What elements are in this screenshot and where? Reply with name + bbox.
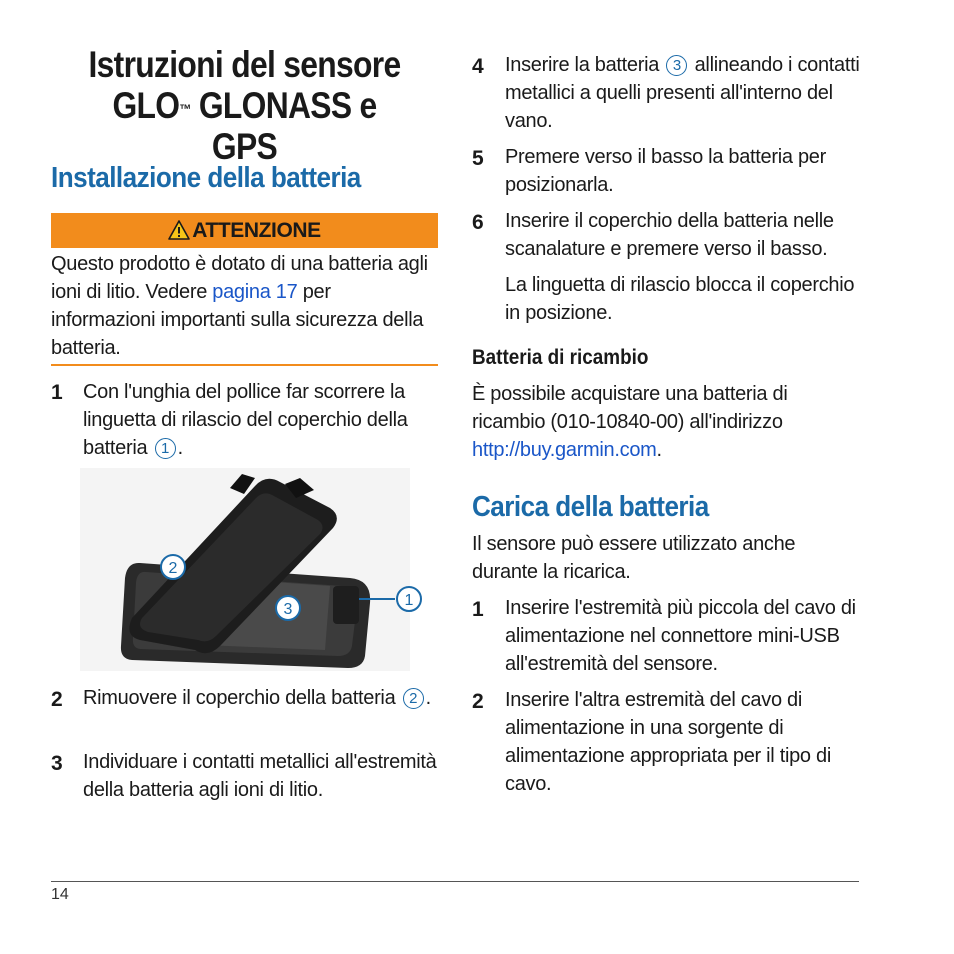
callout-1: 1: [155, 438, 176, 459]
step-text: Inserire il coperchio della batteria nelle scanalature e premere verso il basso.: [505, 210, 834, 260]
charging-intro: Il sensore può essere utilizzato anche durante la ricarica.: [472, 533, 796, 583]
page-17-link[interactable]: pagina 17: [212, 281, 298, 303]
step-number: 4: [472, 55, 484, 78]
figure-callout-2: [161, 555, 185, 579]
step-text: Con l'unghia del pollice far scorrere la linguetta di rilascio del coperchio della batteria 1 .: [83, 381, 408, 459]
replacement-text: È possibile acquistare una batteria di ricambio (010-10840-00) all'indirizzo http://buy.garmin.com.: [472, 383, 788, 461]
step-text: Premere verso il basso la batteria per posizionarla.: [505, 146, 826, 196]
step-number: 3: [51, 752, 63, 775]
step-text: Rimuovere il coperchio della batteria 2 .: [83, 687, 431, 709]
footer-divider: [51, 881, 859, 882]
step-note: La linguetta di rilascio blocca il coperchio in posizione.: [505, 274, 855, 324]
title-line-2: GLO™ GLONASS e GPS: [112, 85, 377, 167]
page-number: 14: [51, 886, 69, 903]
step-number: 6: [472, 211, 484, 234]
section-heading-battery-charging: Carica della batteria: [472, 491, 709, 523]
step-number: 1: [51, 381, 63, 404]
warning-triangle-icon: [168, 220, 190, 240]
step-number: 2: [472, 690, 484, 713]
step-text: Inserire l'estremità più piccola del cavo di alimentazione nel connettore mini-USB all'estremità del sensore.: [505, 597, 856, 675]
step-text: Inserire la batteria 3 allineando i contatti metallici a quelli presenti all'interno del vano.: [505, 54, 860, 132]
step-number: 5: [472, 147, 484, 170]
step-number: 1: [472, 598, 484, 621]
callout-3: 3: [666, 55, 687, 76]
figure-callout-1: [397, 587, 421, 611]
garmin-buy-link[interactable]: http://buy.garmin.com: [472, 439, 657, 461]
warning-divider: [51, 364, 438, 366]
figure-callout-3: [276, 596, 300, 620]
step-number: 2: [51, 688, 63, 711]
title-line-1: Istruzioni del sensore: [88, 44, 401, 85]
step-text: Inserire l'altra estremità del cavo di alimentazione in una sorgente di alimentazione appropriata per il tipo di cavo.: [505, 689, 831, 795]
section-heading-battery-install: Installazione della batteria: [51, 162, 361, 194]
battery-device-figure: [80, 468, 414, 671]
svg-text:1: 1: [404, 592, 414, 609]
page-title: [78, 44, 411, 167]
warning-text: Questo prodotto è dotato di una batteria agli ioni di litio. Vedere pagina 17 per informazioni importanti sulla sicurezza della batteria.: [51, 253, 428, 359]
warning-label: ATTENZIONE: [51, 219, 438, 243]
subheading-replacement-battery: Batteria di ricambio: [472, 346, 649, 369]
warning-banner: [51, 213, 438, 248]
callout-2: 2: [403, 688, 424, 709]
svg-text:2: 2: [168, 560, 178, 577]
svg-text:3: 3: [283, 601, 293, 618]
step-text: Individuare i contatti metallici all'estremità della batteria agli ioni di litio.: [83, 751, 437, 801]
